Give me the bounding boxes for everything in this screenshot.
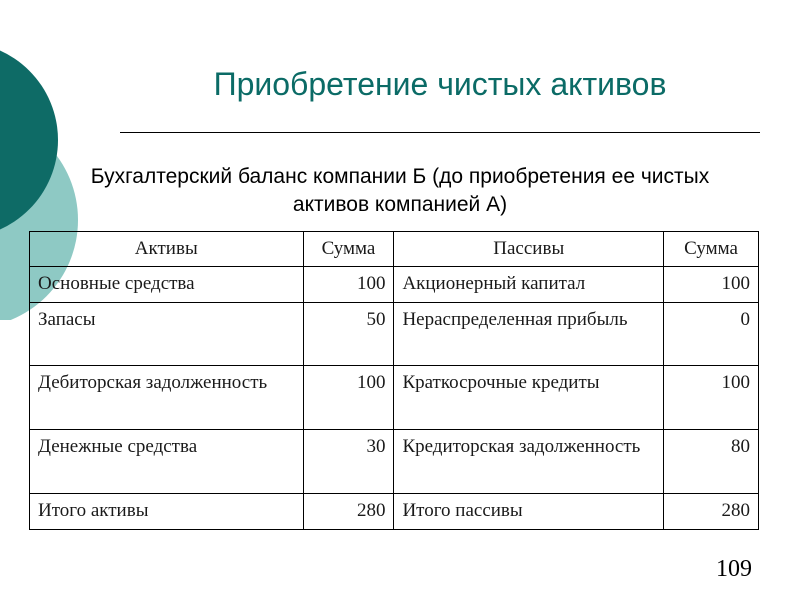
liability-sum-cell: 100 xyxy=(664,267,759,303)
asset-sum-cell: 100 xyxy=(303,366,394,430)
header-liabilities: Пассивы xyxy=(394,232,664,267)
asset-sum-cell: 100 xyxy=(303,267,394,303)
subtitle-line-1: Бухгалтерский баланс компании Б (до приобретения ее чистых xyxy=(90,165,710,188)
balance-sheet-table xyxy=(29,231,759,530)
liability-sum-cell: 0 xyxy=(664,303,759,366)
table-row xyxy=(30,303,759,366)
liability-sum-cell: 80 xyxy=(664,430,759,494)
table-row xyxy=(30,430,759,494)
header-liabilities-sum: Сумма xyxy=(664,232,759,267)
asset-cell: Запасы xyxy=(30,303,304,366)
asset-sum-cell: 30 xyxy=(303,430,394,494)
asset-sum-cell: 50 xyxy=(303,303,394,366)
header-assets: Активы xyxy=(30,232,304,267)
asset-total-cell: Итого активы xyxy=(30,494,304,530)
subtitle-line-2: активов компанией А) xyxy=(292,193,508,216)
slide-title: Приобретение чистых активов xyxy=(213,66,667,102)
liability-cell: Кредиторская задолженность xyxy=(394,430,664,494)
asset-cell: Основные средства xyxy=(30,267,304,303)
asset-cell: Дебиторская задолженность xyxy=(30,366,304,430)
asset-cell: Денежные средства xyxy=(30,430,304,494)
liability-cell: Краткосрочные кредиты xyxy=(394,366,664,430)
table-row xyxy=(30,267,759,303)
liability-total-cell: Итого пассивы xyxy=(394,494,664,530)
asset-total-sum-cell: 280 xyxy=(303,494,394,530)
liability-sum-cell: 100 xyxy=(664,366,759,430)
title-divider xyxy=(120,132,760,133)
liability-cell: Нераспределенная прибыль xyxy=(394,303,664,366)
header-assets-sum: Сумма xyxy=(303,232,394,267)
liability-cell: Акционерный капитал xyxy=(394,267,664,303)
table-row xyxy=(30,366,759,430)
table-header-row xyxy=(30,232,759,267)
page-number: 109 xyxy=(716,556,752,582)
table-total-row xyxy=(30,494,759,530)
slide-subtitle xyxy=(24,163,776,219)
liability-total-sum-cell: 280 xyxy=(664,494,759,530)
